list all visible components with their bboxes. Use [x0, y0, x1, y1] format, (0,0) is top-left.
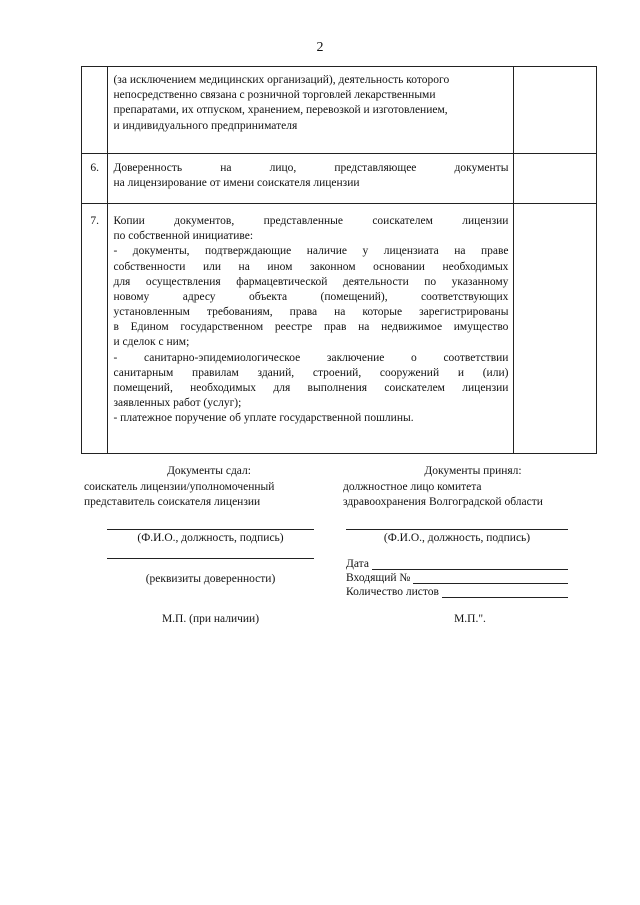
text-line: помещений, необходимых для выполнения соискателем лицензии: [113, 381, 509, 394]
row-description: [108, 154, 514, 204]
sheets-count-field: [346, 586, 568, 598]
receiver-signature-line[interactable]: [346, 529, 568, 530]
text-line: и индивидуального предпринимателя: [113, 119, 298, 132]
incoming-number-input-line[interactable]: [413, 573, 568, 584]
row-mark-cell: [514, 154, 597, 204]
incoming-number-field: [346, 572, 568, 584]
receiver-line-1: должностное лицо комитета: [343, 480, 482, 493]
power-of-attorney-caption: (реквизиты доверенности): [145, 573, 276, 585]
text-line: по собственной инициативе:: [113, 230, 254, 243]
text-line: собственности или на ином законном основании необходимых: [113, 260, 509, 273]
sheets-count-label: Количество листов: [346, 586, 439, 598]
submitter-signature-line[interactable]: [107, 529, 314, 530]
receiver-line-2: здравоохранения Волгоградской области: [343, 496, 543, 509]
row-mark-cell: [514, 67, 597, 154]
text-line: препаратами, их отпуском, хранением, перевозкой и изготовлением,: [113, 104, 448, 117]
text-line: - санитарно-эпидемиологическое заключение о соответствии: [113, 351, 509, 364]
table-row: [82, 154, 597, 204]
text-line: Доверенность на лицо, представляющее документы: [113, 162, 509, 174]
row-number: [82, 67, 108, 154]
table-row: [82, 204, 597, 454]
submitter-line-1: соискатель лицензии/уполномоченный: [84, 480, 275, 493]
text-line: непосредственно связана с розничной торговлей лекарственными: [113, 89, 436, 102]
submitter-stamp: М.П. (при наличии): [161, 613, 260, 625]
text-line: санитарным правилам зданий, строений, сооружений и (или): [113, 366, 509, 379]
text-line: заявленных работ (услуг);: [113, 397, 242, 410]
date-input-line[interactable]: [372, 559, 568, 570]
incoming-number-label: Входящий №: [346, 572, 411, 584]
receiver-block: [343, 464, 603, 511]
receiver-heading: Документы принял:: [424, 465, 522, 477]
date-field: [346, 558, 568, 570]
table-row: [82, 67, 597, 154]
row-description: [108, 67, 514, 154]
power-of-attorney-line[interactable]: [107, 558, 314, 559]
receiver-stamp: М.П.".: [454, 613, 486, 625]
text-line: для осуществления фармацевтической деятельности по указанному: [113, 275, 509, 288]
text-line: - платежное поручение об уплате государственной пошлины.: [113, 412, 414, 425]
submitter-heading: Документы сдал:: [167, 465, 251, 477]
text-line: новому адресу объекта (помещений), соответствующих: [113, 290, 509, 303]
text-line: - документы, подтверждающие наличие у лицензиата на праве: [113, 245, 509, 258]
row-number: 7.: [82, 204, 108, 454]
text-line: в Едином государственном реестре прав на недвижимое имущество: [113, 321, 509, 334]
page-number: 2: [316, 40, 324, 55]
row-number: 6.: [82, 154, 108, 204]
row-mark-cell: [514, 204, 597, 454]
text-line: и сделок с ним;: [113, 336, 190, 349]
receiver-signature-caption: (Ф.И.О., должность, подпись): [383, 532, 531, 544]
date-label: Дата: [346, 558, 369, 570]
documents-table: [81, 66, 597, 454]
submitter-line-2: представитель соискателя лицензии: [84, 496, 261, 509]
submitter-signature-caption: (Ф.И.О., должность, подпись): [137, 532, 284, 544]
text-line: (за исключением медицинских организаций), деятельность которого: [113, 74, 450, 86]
text-line: Копии документов, представленные соискателем лицензии: [113, 215, 509, 227]
text-line: на лицензирование от имени соискателя лицензии: [113, 177, 360, 190]
sheets-count-input-line[interactable]: [442, 587, 568, 598]
submitter-block: [84, 464, 334, 511]
text-line: установленным требованиям, права на которые зарегистрированы: [113, 306, 509, 319]
row-description: [108, 204, 514, 454]
